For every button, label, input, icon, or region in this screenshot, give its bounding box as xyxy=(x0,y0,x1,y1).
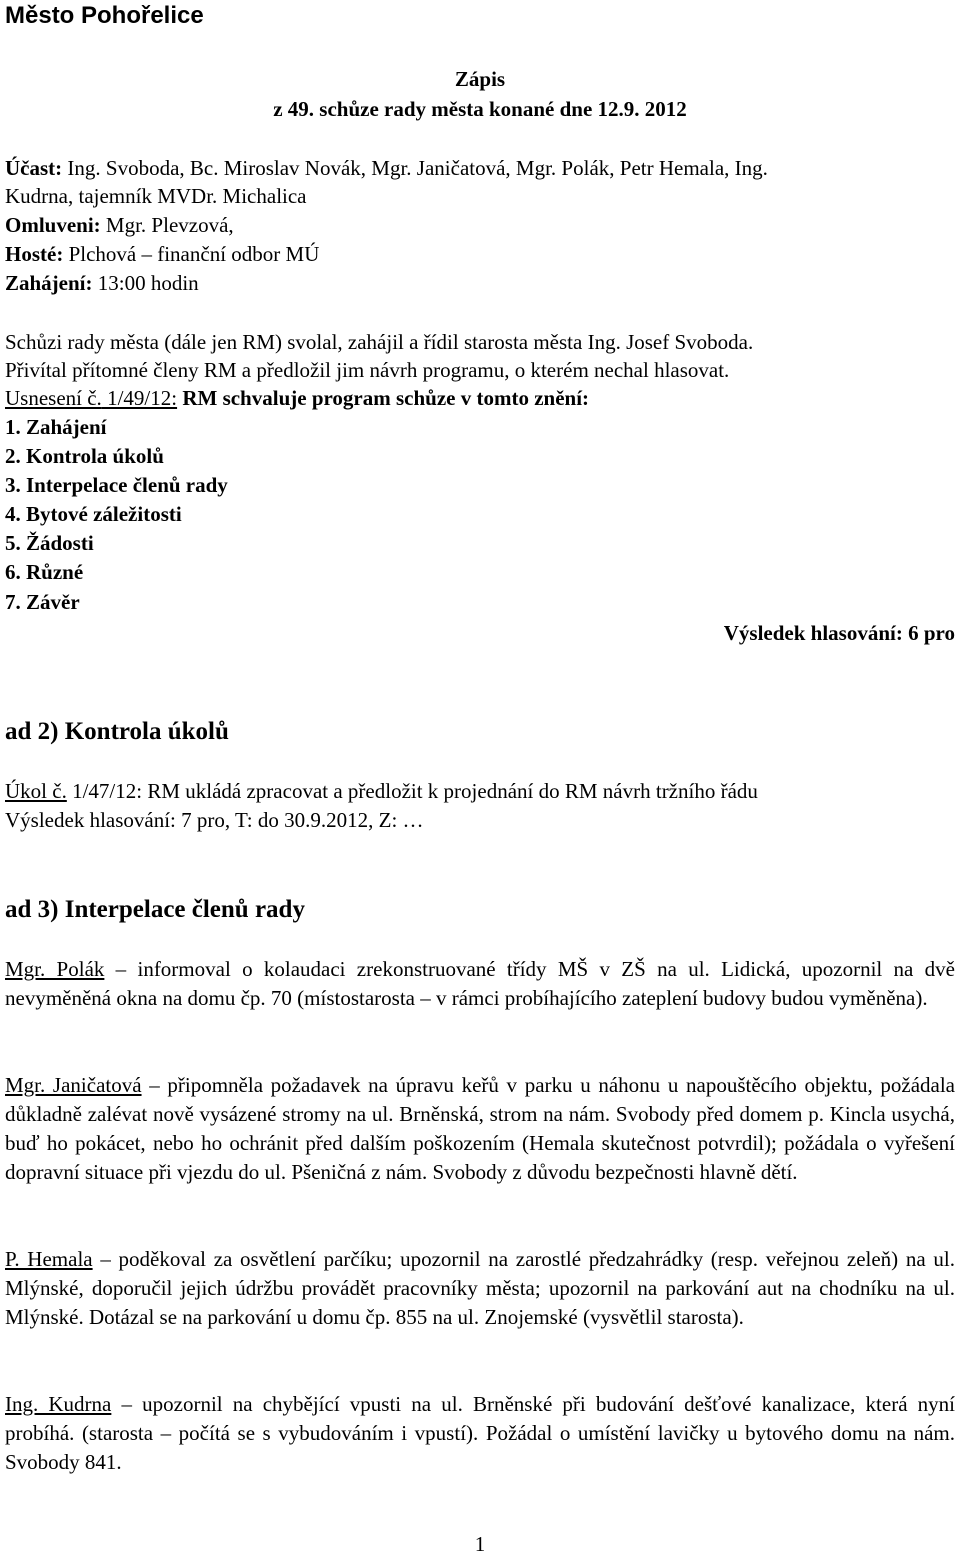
agenda-list xyxy=(5,413,228,617)
task-line xyxy=(5,777,758,805)
start-text: 13:00 hodin xyxy=(92,271,199,295)
task-text: 1/47/12: RM ukládá zpracovat a předložit k projednání do RM návrh tržního řádu xyxy=(66,779,758,803)
document-subtitle: z 49. schůze rady města konané dne 12.9. 2012 xyxy=(273,97,687,121)
resolution-line xyxy=(5,384,589,412)
agenda-item: 4. Bytové záležitosti xyxy=(5,502,182,527)
attendance-start xyxy=(5,269,199,297)
agenda-item: 7. Závěr xyxy=(5,589,80,614)
resolution-label: Usnesení č. xyxy=(5,386,102,410)
present-text: Ing. Svoboda, Bc. Miroslav Novák, Mgr. Janičatová, Mgr. Polák, Petr Hemala, Ing. xyxy=(62,156,768,180)
attendance-guests xyxy=(5,240,319,268)
interpellation-text: – informoval o kolaudaci zrekonstruované třídy MŠ v ZŠ na ul. Lidická, upozornil na dvě nevyměněná okna na domu čp. 70 (místostarosta – v rámci probíhajícího zateplení budovy budou vyměněna). xyxy=(5,957,955,1010)
task-vote: Výsledek hlasování: 7 pro, T: do 30.9.2012, Z: … xyxy=(5,808,424,832)
interpellation-text: – připomněla požadavek na úpravu keřů v parku u náhonu u napouštěcího objektu, požádala důkladně zalévat nově vysázené stromy na ul. Brněnská, strom na nám. Svobody před domem p. Kincla usychá, buď ho pokácet, nebo ho ochránit před dalším poškozením (Hemala skutečnost potvrdil); požádala o vyřešení dopravní situace při vjezdu do ul. Pšeničná z nám. Svobody z důvodu bezpečnosti hlavně dětí. xyxy=(5,1073,955,1184)
section-heading-tasks: ad 2) Kontrola úkolů xyxy=(5,718,229,745)
excused-text: Mgr. Plevzová, xyxy=(100,213,234,237)
resolution-number: 1/49/12: xyxy=(101,386,178,410)
vote-result: Výsledek hlasování: 6 pro xyxy=(723,621,955,645)
page-number: 1 xyxy=(474,1532,486,1556)
attendance-excused xyxy=(5,211,234,239)
document-title: Zápis xyxy=(454,67,506,91)
guests-label: Hosté: xyxy=(5,242,64,266)
interpellation-text: – upozornil na chybějící vpusti na ul. Brněnské při budování dešťové kanalizace, která nyní probíhá. (starosta – počítá se s vybudováním i vpustí). Požádal o umístění lavičky u bytového domu na nám. Svobody 841. xyxy=(5,1392,955,1474)
speaker-name: Mgr. Janičatová xyxy=(5,1073,142,1097)
attendance-present-cont: Kudrna, tajemník MVDr. Michalica xyxy=(5,184,307,208)
speaker-name: P. Hemala xyxy=(5,1247,93,1271)
attendance-present xyxy=(5,154,768,182)
speaker-name: Mgr. Polák xyxy=(5,957,105,981)
intro-line-2: Přivítal přítomné členy RM a předložil jim návrh programu, o kterém nechal hlasovat. xyxy=(5,358,730,382)
interpellation-janicatova xyxy=(5,1071,955,1187)
start-label: Zahájení: xyxy=(5,271,93,295)
organization-name: Město Pohořelice xyxy=(5,2,204,29)
agenda-item: 6. Různé xyxy=(5,560,84,585)
interpellation-kudrna xyxy=(5,1390,955,1477)
interpellation-text: – poděkoval za osvětlení parčíku; upozornil na zarostlé předzahrádky (resp. veřejnou zeleň) na ul. Mlýnské, doporučil jejich údržbu provádět pracovníky města; upozornil na parkování aut na chodníku na ul. Mlýnské. Dotázal se na parkování u domu čp. 855 na ul. Znojemské (vysvětlil starosta). xyxy=(5,1247,955,1329)
intro-line-1: Schůzi rady města (dále jen RM) svolal, zahájil a řídil starosta města Ing. Josef Svoboda. xyxy=(5,330,754,354)
agenda-item: 3. Interpelace členů rady xyxy=(5,473,228,498)
resolution-text: RM schvaluje program schůze v tomto znění: xyxy=(177,386,590,410)
excused-label: Omluveni: xyxy=(5,213,101,237)
section-heading-interpellations: ad 3) Interpelace členů rady xyxy=(5,896,305,923)
agenda-item: 5. Žádosti xyxy=(5,531,94,556)
agenda-item: 2. Kontrola úkolů xyxy=(5,444,164,469)
interpellation-hemala xyxy=(5,1245,955,1332)
task-label: Úkol č. xyxy=(5,779,67,803)
guests-text: Plchová – finanční odbor MÚ xyxy=(63,242,320,266)
speaker-name: Ing. Kudrna xyxy=(5,1392,112,1416)
interpellation-polak xyxy=(5,955,955,1013)
agenda-item: 1. Zahájení xyxy=(5,415,107,439)
present-label: Účast: xyxy=(5,156,63,180)
